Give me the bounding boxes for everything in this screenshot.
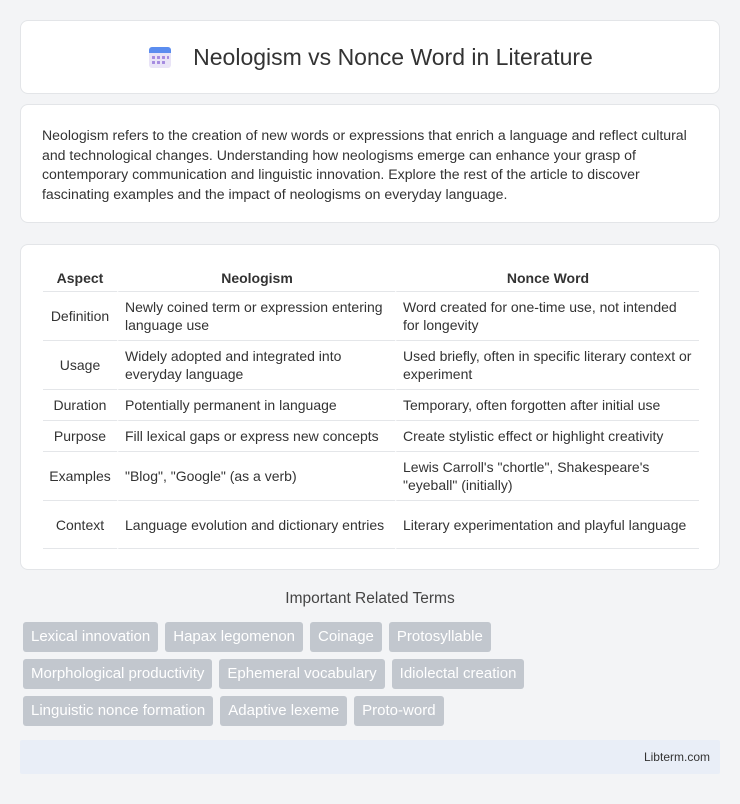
cell-nonce-word: Word created for one-time use, not intended for longevity (395, 291, 699, 340)
cell-neologism: Fill lexical gaps or express new concepts (117, 420, 395, 451)
related-term-tag[interactable]: Linguistic nonce formation (23, 696, 213, 726)
comparison-card (20, 244, 720, 570)
related-term-tag[interactable]: Lexical innovation (23, 622, 158, 652)
intro-paragraph: Neologism refers to the creation of new words or expressions that enrich a language and reflect cultural and technological changes. Understanding how neologisms emerge can enhance your grasp of contemporary communication and linguistic innovation. Explore the rest of the article to discover fascinating examples and the impact of neologisms on everyday language. (42, 127, 687, 202)
cell-neologism: Language evolution and dictionary entries (117, 500, 395, 549)
related-term-tag[interactable]: Proto-word (354, 696, 443, 726)
cell-aspect: Duration (43, 389, 117, 420)
table-row (43, 420, 699, 451)
related-term-tag[interactable]: Protosyllable (389, 622, 491, 652)
related-terms-row (23, 659, 524, 689)
table-row (43, 340, 699, 389)
related-term-tag[interactable]: Morphological productivity (23, 659, 212, 689)
related-term-tag[interactable]: Ephemeral vocabulary (219, 659, 384, 689)
calendar-icon (147, 44, 173, 70)
related-terms-heading: Important Related Terms (285, 590, 455, 607)
page-title: Neologism vs Nonce Word in Literature (193, 43, 593, 70)
header-nonce-word: Nonce Word (395, 265, 699, 291)
cell-neologism: Newly coined term or expression entering language use (117, 291, 395, 340)
related-term-tag[interactable]: Adaptive lexeme (220, 696, 347, 726)
title-card (20, 20, 720, 94)
cell-nonce-word: Create stylistic effect or highlight creativity (395, 420, 699, 451)
table-row (43, 291, 699, 340)
related-term-tag[interactable]: Idiolectal creation (392, 659, 525, 689)
cell-aspect: Context (43, 500, 117, 549)
cell-neologism: Widely adopted and integrated into everyday language (117, 340, 395, 389)
cell-nonce-word: Literary experimentation and playful language (395, 500, 699, 549)
cell-nonce-word: Used briefly, often in specific literary context or experiment (395, 340, 699, 389)
cell-neologism: Potentially permanent in language (117, 389, 395, 420)
header-aspect: Aspect (56, 270, 104, 286)
related-terms-row (23, 622, 491, 652)
table-row (43, 451, 699, 500)
table-row (43, 500, 699, 549)
comparison-table (43, 265, 699, 549)
cell-neologism: "Blog", "Google" (as a verb) (117, 451, 395, 500)
header-neologism: Neologism (117, 265, 395, 291)
cell-nonce-word: Temporary, often forgotten after initial use (395, 389, 699, 420)
footer (20, 740, 720, 774)
footer-site-link[interactable]: Libterm.com (643, 750, 710, 764)
cell-nonce-word: Lewis Carroll's "chortle", Shakespeare's "eyeball" (initially) (395, 451, 699, 500)
cell-aspect: Purpose (43, 420, 117, 451)
table-row (43, 389, 699, 420)
related-term-tag[interactable]: Coinage (310, 622, 382, 652)
related-terms-row (23, 696, 444, 726)
table-header-row (43, 265, 699, 291)
cell-aspect: Usage (43, 340, 117, 389)
cell-aspect: Definition (43, 291, 117, 340)
cell-aspect: Examples (43, 451, 117, 500)
intro-card (20, 104, 720, 223)
related-term-tag[interactable]: Hapax legomenon (165, 622, 303, 652)
